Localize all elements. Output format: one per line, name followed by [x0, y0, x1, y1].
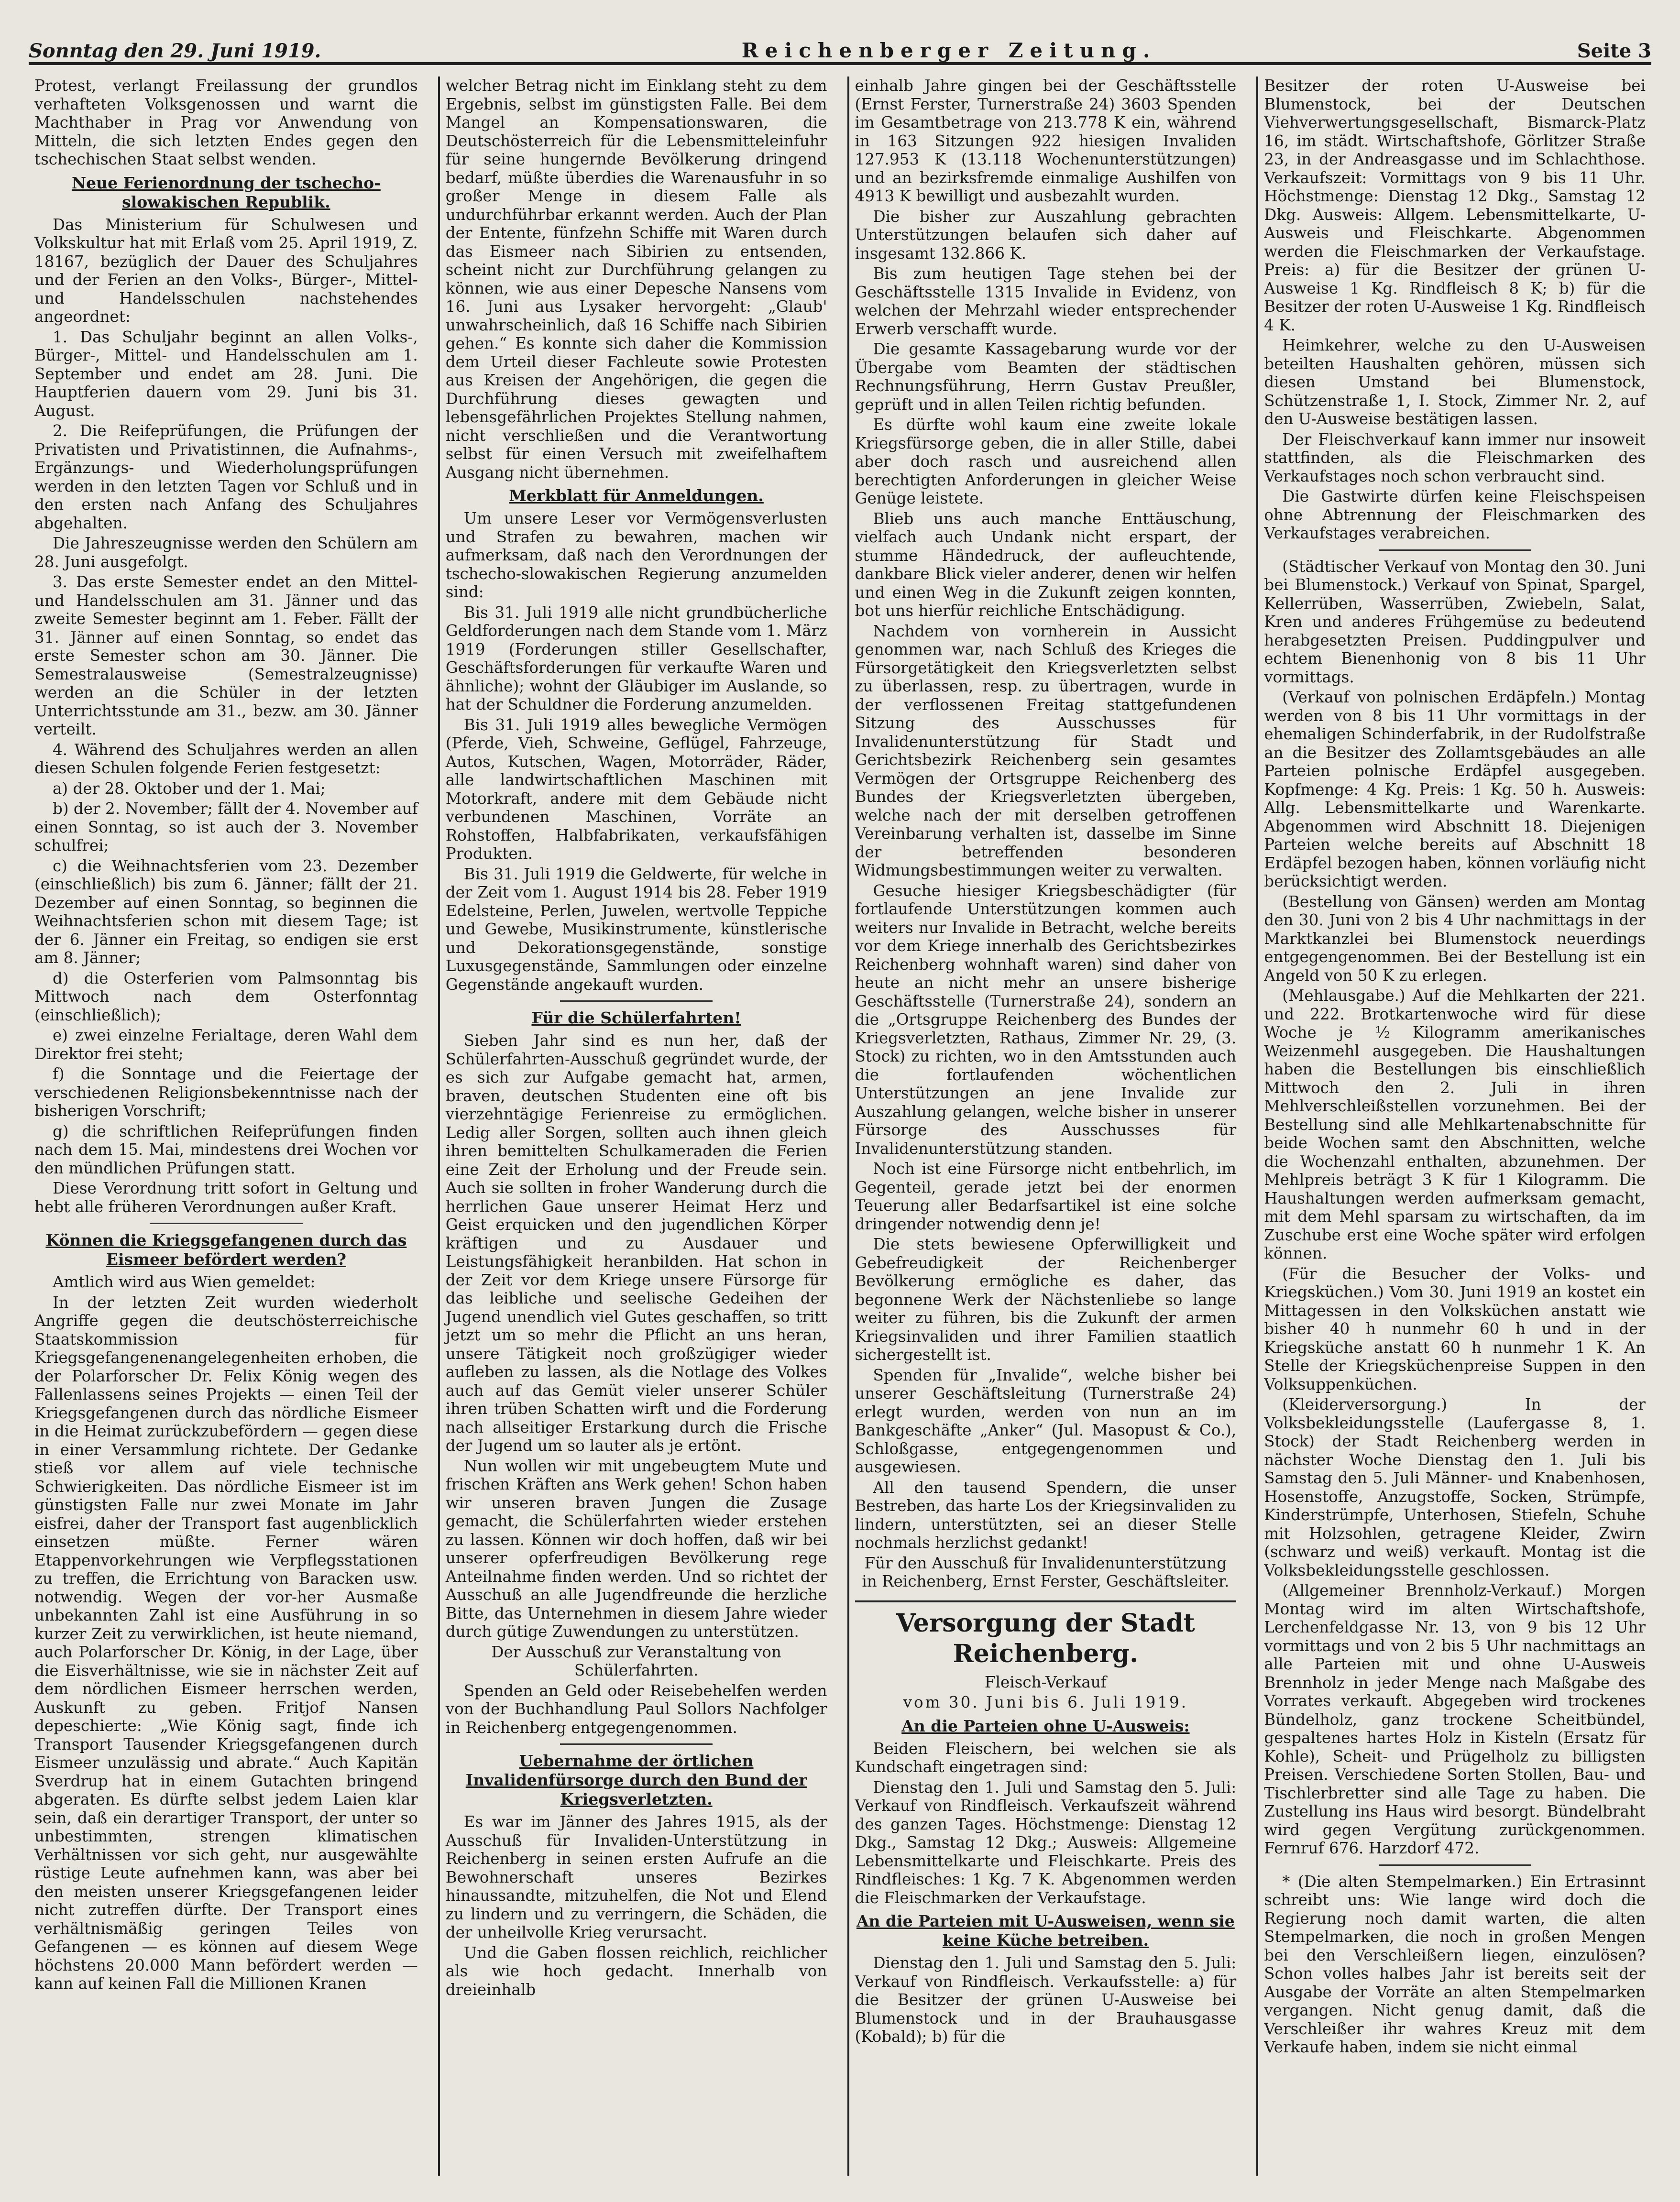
paragraph: (Kleiderversorgung.) In der Volksbekleidungsstelle (Laufergasse 8, 1. Stock) der Stadt Reichenberg werden in nächster Woche Dienstag den 1. Juli bis Samstag den 5. Juli Männer- und Knabenhosen, Hosenstoffe, Anzugstoffe, Socken, Strümpfe, Kinderstrümpfe, Unterhosen, Stiefeln, Schuhe mit Holzsohlen, getragene Kleider, Zwirn (schwarz und weiß) verkauft. Montag ist die Volksbekleidungsstelle geschlossen. — [1264, 1395, 1646, 1579]
newspaper-title: Reichenberger Zeitung. — [741, 39, 1157, 62]
subheading-mit-ausweis: An die Parteien mit U-Ausweisen, wenn sie keine Küche betreiben. — [856, 1912, 1235, 1950]
paragraph: Sieben Jahr sind es nun her, daß der Schülerfahrten-Ausschuß gegründet wurde, der es sich zur Aufgabe gemacht hat, armen, braven, deutschen Studenten eine oft bis vierzehntägige Ferienreise zu ermöglichen. Ledig aller Sorgen, sollten auch ihnen gleich ihren bemittelten Schulkameraden die Ferien eine Zeit der Erholung und der Freude sein. Auch sie sollten in froher Wanderung durch die herrlichen Gaue unserer Heimat Herz und Geist erquicken und den jugendlichen Körper kräftigen und zu Ausdauer und Leistungsfähigkeit heranbilden. Hat schon in der Zeit vor dem Kriege unsere Fürsorge für das leibliche und seelische Gedeihen der Jugend unendlich viel Gutes geschaffen, so tritt jetzt um so mehr die Pflicht an uns heran, unsere Tätigkeit noch großzügiger wieder aufleben zu lassen, als die Notlage des Volkes auch auf das Gemüt vieler unserer Schüler ihren trüben Schatten wirft und die Forderung nach allseitiger Erstarkung durch die Frische der Jugend um so lauter als je ertönt. — [445, 1031, 827, 1455]
article-columns — [29, 77, 1651, 2176]
divider — [560, 1000, 713, 1002]
paragraph: a) der 28. Oktober und der 1. Mai; — [53, 779, 326, 798]
paragraph: Gesuche hiesiger Kriegsbeschädigter (für fortlaufende Unterstützungen kommen auch weiters nur Invalide in Betracht, welche bereits vor dem Kriege innerhalb des Gerichtsbezirkes Reichenberg wohnhaft waren) sind daher von heute an nicht mehr an unsere bisherige Geschäftsstelle (Turnerstraße 24), sondern an die „Ortsgruppe Reichenberg des Bundes der Kriegsverletzten, Rathaus, Zimmer Nr. 29, (3. Stock) zu richten, wo in den Amtsstunden auch die fortlaufenden wöchentlichen Unterstützungen an jene Invalide zur Auszahlung gelangen, welche bisher in unserer Fürsorge des Ausschusses für Invalidenunterstützung standen. — [855, 881, 1237, 1158]
paragraph: Beiden Fleischern, bei welchen sie als Kundschaft eingetragen sind: — [855, 1739, 1237, 1776]
paragraph: (Für die Besucher der Volks- und Kriegsküchen.) Vom 30. Juni 1919 an kostet ein Mittagessen in den Volksküchen anstatt wie bisher 40 h nunmehr 60 h und in der Kriegsküche anstatt 60 h nunmehr 1 K. An Stelle der Kriegsküchenpreise Suppen in den Volksuppenküchen. — [1264, 1264, 1646, 1393]
column-3 — [847, 77, 1242, 2176]
issue-date: Sonntag den 29. Juni 1919. — [29, 40, 321, 62]
paragraph: All den tausend Spendern, die unser Bestreben, das harte Los der Kriegsinvaliden zu lindern, unterstützten, sei an dieser Stelle nochmals herzlichst gedankt! — [855, 1478, 1237, 1552]
paragraph: welcher Betrag nicht im Einklang steht zu dem Ergebnis, selbst im günstigsten Falle. Bei dem Mangel an Kompensationswaren, die Deutschösterreich für die Lebensmitteleinfuhr für seine hungernde Bevölkerung dringend bedarf, müßte überdies die Warenausfuhr in so großer Menge in diesem Falle als undurchführbar erkannt werden. Auch der Plan der Entente, fünfzehn Schiffe mit Waren durch das Eismeer nach Sibirien zu entsenden, scheint nicht zur Durchführung gelangen zu können, wie aus einer Depesche Nansens vom 16. Juni aus Lysaker hervorgeht: „Glaub' unwahrscheinlich, daß 16 Schiffe nach Sibirien gehen.“ Es konnte sich daher die Kommission dem Urteil dieser Fachleute sowie Protesten aus Kreisen der Angehörigen, die gegen die Durchführung dieses gewagten und lebensgefährlichen Projektes Stellung nahmen, nicht verschließen und die Verantwortung selbst für einen Versuch mit zweifelhaftem Ausgang nicht übernehmen. — [445, 77, 827, 482]
headline-schuelerfahrten: Für die Schülerfahrten! — [531, 1008, 741, 1027]
divider — [150, 1223, 303, 1224]
paragraph: Protest, verlangt Freilassung der grundlos verhafteten Volksgenossen und warnt die Machthaber in Prag vor Anwendung von Mitteln, die sich letzten Endes gegen den tschechischen Staat selbst wenden. — [34, 77, 418, 168]
paragraph: d) die Osterferien vom Palmsonntag bis Mittwoch nach dem Osterfonntag (einschließlich); — [34, 969, 418, 1024]
paragraph: Der Fleischverkauf kann immer nur insoweit stattfinden, als die Fleischmarken des Verkaufstages noch schon verbraucht sind. — [1264, 430, 1646, 485]
headline-merkblatt: Merkblatt für Anmeldungen. — [509, 486, 764, 505]
paragraph: In der letzten Zeit wurden wiederholt Angriffe gegen die deutschösterreichische Staatskommission für Kriegsgefangenenangelegenheiten erhoben, die der Polarforscher Dr. Felix König wegen des Fallenlassens seines Projekts — einen Teil der Kriegsgefangenen durch das nördliche Eismeer in die Heimat zurückzubefördern — gegen diese in einer Versammlung richtete. Der Gedanke stieß vor allem auf viele technische Schwierigkeiten. Das nördliche Eismeer ist im günstigsten Falle nur zwei Monate im Jahr eisfrei, daher der Transport fast augenblicklich einsetzen müßte. Ferner wären Etappenvorkehrungen wie Verpflegsstationen zu treffen, die Errichtung von Baracken usw. notwendig. Wegen der vor-her Ausmaße unbekannten Zahl ist eine Ausführung in so kurzer Zeit zu verwirklichen, ist heute niemand, auch Polarforscher Dr. König, in der Lage, über die Eisverhältnisse, wie sie in nächster Zeit auf dem nördlichen Eismeer herrschen werden, Auskunft zu geben. Fritjof Nansen depeschierte: „Wie König sagt, finde ich Transport Tausender Kriegsgefangenen durch Eismeer unzulässig und abrate.“ Auch Kapitän Sverdrup hat in einem Gutachten bringend abgeraten. Es dürfte selbst jedem Laien klar sein, daß ein derartiger Transport, der unter so unbestimmten, strengen klimatischen Verhältnissen vor sich geht, nur ausgewählte rüstige Leute aufnehmen kann, was aber bei den meisten unserer Kriegsgefangenen leider nicht zutreffen dürfte. Der Transport eines verhältnismäßig geringen Teiles von Gefangenen — es können auf diesem Wege höchstens 20.000 Mann befördert werden — kann auf keinen Fall die Millionen Kranen — [34, 1293, 418, 1993]
date-range: vom 30. Juni bis 6. Juli 1919. — [903, 1693, 1188, 1711]
paragraph: Besitzer der roten U-Ausweise bei Blumenstock, bei der Deutschen Viehverwertungsgesellschaft, Bismarck-Platz 16, im städt. Wirtschaftshofe, Görlitzer Straße 23, in der Andreasgasse und im Schlachthose. Verkaufszeit: Vormittags von 9 bis 11 Uhr. Höchstmenge: Dienstag 12 Dkg., Samstag 12 Dkg. Ausweis: Allgem. Lebensmittelkarte, U-Ausweis und Fleischkarte. Abgenommen werden die Fleischmarken der Verkaufstage. Preis: a) für die Besitzer der grünen U-Ausweise 1 Kg. Rindfleisch 8 K; b) für die Besitzer der roten U-Ausweise 1 Kg. Rindfleisch 4 K. — [1264, 77, 1646, 334]
paragraph: Das Ministerium für Schulwesen und Volkskultur hat mit Erlaß vom 25. April 1919, Z. 18167, bezüglich der Dauer des Schuljahres und der Ferien an den Volks-, Bürger-, Mittel- und Handelsschulen nachstehendes angeordnet: — [34, 215, 418, 326]
masthead — [29, 33, 1651, 65]
paragraph: (Städtischer Verkauf von Montag den 30. Juni bei Blumenstock.) Verkauf von Spinat, Spargel, Kellerrüben, Wasserrüben, Zwiebeln, Salat, Kren und anderes Frühgemüse zu bedeutend herabgesetzten Preisen. Puddingpulver und echtem Bienenhonig von 8 bis 11 Uhr vormittags. — [1264, 557, 1646, 686]
signature: Der Ausschuß zur Veranstaltung von Schülerfahrten. — [491, 1643, 781, 1679]
subheading-ohne-ausweis: An die Parteien ohne U-Ausweis: — [901, 1716, 1190, 1735]
paragraph: Spenden für „Invalide“, welche bisher bei unserer Geschäftsleitung (Turnerstraße 24) erlegt wurden, werden von nun an im Bankgeschäfte „Anker“ (Jul. Masopust & Co.), Schloßgasse, entgegengenommen und ausgewiesen. — [855, 1366, 1237, 1476]
paragraph: Bis 31. Juli 1919 alles bewegliche Vermögen (Pferde, Vieh, Schweine, Geflügel, Fahrzeuge, Autos, Kutschen, Wagen, Motorräder, Räder, alle landwirtschaftlichen Maschinen mit Motorkraft, andere mit dem Gebäude nicht verbundenen Maschinen, Vorräte an Rohstoffen, Halbfabrikaten, verkaufsfähigen Produkten. — [445, 715, 827, 863]
headline-ferienordnung: Neue Ferienordnung der tschecho-slowakischen Republik. — [71, 173, 381, 211]
paragraph: Die Jahreszeugnisse werden den Schülern am 28. Juni ausgefolgt. — [34, 534, 418, 571]
column-1 — [29, 77, 424, 2176]
paragraph: Nun wollen wir mit ungebeugtem Mute und frischen Kräften ans Werk gehen! Schon haben wir unseren braven Jungen die Zusage gemacht, die Schülerfahrten wieder erstehen zu lassen. Können wir doch hoffen, daß wir bei unserer opferfreudigen Bevölkerung rege Anteilnahme finden werden. Und so richtet der Ausschuß an alle Jugendfreunde die herzliche Bitte, das Unternehmen in diesem Jahre wieder durch gütige Zuwendungen zu unterstützen. — [445, 1457, 827, 1641]
paragraph: Bis 31. Juli 1919 alle nicht grundbücherliche Geldforderungen nach dem Stande vom 1. März 1919 (Forderungen stiller Gesellschafter, Geschäftsforderungen für verkaufte Waren und ähnliche); wohnt der Gläubiger im Auslande, so hat der Schuldner die Forderung anzumelden. — [445, 603, 827, 713]
column-4 — [1256, 77, 1651, 2176]
paragraph: (Bestellung von Gänsen) werden am Montag den 30. Juni von 2 bis 4 Uhr nachmittags in der Marktkanzlei bei Blumenstock neuerdings entgegengenommen. Bei der Bestellung ist ein Angeld von 50 K zu erlegen. — [1264, 892, 1646, 985]
paragraph: Um unsere Leser vor Vermögensverlusten und Strafen zu bewahren, machen wir aufmerksam, daß nach den Verordnungen der tschecho-slowakischen Regierung anzumelden sind: — [445, 509, 827, 601]
paragraph: Die bisher zur Auszahlung gebrachten Unterstützungen belaufen sich daher auf insgesamt 132.866 K. — [855, 207, 1237, 263]
paragraph: 1. Das Schuljahr beginnt an allen Volks-, Bürger-, Mittel- und Handelsschulen am 1. September und endet am 28. Juni. Die Hauptferien dauern vom 29. Juni bis 31. August. — [34, 328, 418, 420]
signature: Für den Ausschuß für Invalidenunterstützung in Reichenberg, Ernst Ferster, Geschäftsleiter. — [862, 1554, 1230, 1590]
page-number: Seite 3 — [1577, 40, 1651, 62]
paragraph: 4. Während des Schuljahres werden an allen diesen Schulen folgende Ferien festgesetzt: — [34, 740, 418, 777]
paragraph: (Allgemeiner Brennholz-Verkauf.) Morgen Montag wird im alten Wirtschaftshofe, Lerchenfeldgasse Nr. 13, von 9 bis 12 Uhr vormittags und von 2 bis 5 Uhr nachmittags an alle Parteien mit und ohne U-Ausweis Brennholz in jeder Menge nach Maßgabe des Vorrates verkauft. Abgegeben wird trockenes Bündelholz, ganz trockene Scheitbündel, gespaltenes hartes Holz in Kisteln (Ersatz für Kohle), Scheit- und Prügelholz zu billigsten Preisen. Verschiedene Sorten Stollen, Bau- und Tischlerbretter sind alle Tage zu haben. Die Zustellung ins Haus wird besorgt. Bündelbraht wird gegen Vergütung zurückgenommen. Fernruf 676. Harzdorf 472. — [1264, 1581, 1646, 1857]
paragraph: (Verkauf von polnischen Erdäpfeln.) Montag werden von 8 bis 11 Uhr vormittags in der ehemaligen Schinderfabrik, in der Rudolfstraße an die Besitzer des Zollamtsgebäudes an alle Parteien polnische Erdäpfel ausgegeben. Kopfmenge: 4 Kg. Preis: 1 Kg. 50 h. Ausweis: Allg. Lebensmittelkarte und Warenkarte. Abgenommen wird Abschnitt 18. Diejenigen Parteien welche bereits auf Abschnitt 18 Erdäpfel bezogen haben, können vorläufig nicht berücksichtigt werden. — [1264, 688, 1646, 890]
paragraph: 2. Die Reifeprüfungen, die Prüfungen der Privatisten und Privatistinnen, die Aufnahms-, Ergänzungs- und Wiederholungsprüfungen werden in den letzten Tagen vor Schluß und in den ersten nach Anfang des Schuljahres abgehalten. — [34, 422, 418, 532]
paragraph: * (Die alten Stempelmarken.) Ein Ertrasinnt schreibt uns: Wie lange wird doch die Regierung noch damit warten, die alten Stempelmarken, die noch in großen Mengen bei den Verschleißern liegen, einzulösen? Schon volles halbes Jahr ist bereits seit der Ausgabe der Vorräte an alten Stempelmarken vergangen. Nicht genug damit, daß die Verschleißer ihr wahres Kreuz mit dem Verkaufe haben, indem sie nicht einmal — [1264, 1872, 1646, 2056]
headline-versorgung: Versorgung der Stadt Reichenberg. — [855, 1600, 1237, 1669]
paragraph: Bis 31. Juli 1919 die Geldwerte, für welche in der Zeit vom 1. August 1914 bis 28. Feber 1919 Edelsteine, Perlen, Juwelen, wertvolle Teppiche und Gewebe, Musikinstrumente, künstlerische und Dekorationsgegenstände, sonstige Luxusgegenstände, Sammlungen oder einzelne Gegenstände angekauft wurden. — [445, 865, 827, 994]
paragraph: c) die Weihnachtsferien vom 23. Dezember (einschließlich) bis zum 6. Jänner; fällt der 21. Dezember auf einen Sonntag, so beginnen die Weihnachtsferien schon mit diesem Tage; ist der 6. Jänner ein Freitag, so endigen sie erst am 8. Jänner; — [34, 856, 418, 967]
paragraph: Die Gastwirte dürfen keine Fleischspeisen ohne Abtrennung der Fleischmarken des Verkaufstages verabreichen. — [1264, 487, 1646, 542]
paragraph: f) die Sonntage und die Feiertage der verschiedenen Religionsbekenntnisse nach der bisherigen Vorschrift; — [34, 1065, 418, 1120]
headline-invalidenfuersorge: Uebernahme der örtlichen Invalidenfürsorge durch den Bund der Kriegsverletzten. — [465, 1752, 807, 1808]
paragraph: e) zwei einzelne Ferialtage, deren Wahl dem Direktor frei steht; — [34, 1026, 418, 1063]
paragraph: Amtlich wird aus Wien gemeldet: — [53, 1273, 316, 1291]
paragraph: (Mehlausgabe.) Auf die Mehlkarten der 221. und 222. Brotkartenwoche wird für diese Woche je ½ Kilogramm amerikanisches Weizenmehl ausgegeben. Die Haushaltungen haben die Bestellungen bis einschließlich Mittwoch den 2. Juli in ihren Mehlverschleißstellen vorzunehmen. Bei der Bestellung sind alle Mehlkartenabschnitte für beide Wochen samt den Abschnitten, welche die Wochenzahl enthalten, abzunehmen. Der Mehlpreis beträgt 3 K für 1 Kilogramm. Die Haushaltungen werden aufmerksam gemacht, mit dem Mehl sparsam zu wirtschaften, da im Zuschube erst eine Woche später wird erfolgen können. — [1264, 986, 1646, 1262]
paragraph: Die stets bewiesene Opferwilligkeit und Gebefreudigkeit der Reichenberger Bevölkerung ermögliche es daher, das begonnene Werk der Nächstenliebe so lange weiter zu führen, bis die Zukunft der armen Kriegsinvaliden und ihrer Familien staatlich sichergestellt ist. — [855, 1235, 1237, 1364]
paragraph: einhalb Jahre gingen bei der Geschäftsstelle (Ernst Ferster, Turnerstraße 24) 3603 Spenden im Gesamtbetrage von 213.778 K ein, während in 163 Sitzungen 922 hiesigen Invaliden 127.953 K (13.118 Wochenunterstützungen) und an bezirksfremde einmalige Aushilfen von 4913 K bewilligt und ausbezahlt wurden. — [855, 77, 1237, 205]
paragraph: Spenden an Geld oder Reisebehelfen werden von der Buchhandlung Paul Sollors Nachfolger in Reichenberg entgegengenommen. — [445, 1681, 827, 1737]
paragraph: Nachdem von vornherein in Aussicht genommen war, nach Schluß des Krieges die Fürsorgetätigkeit den Kriegsverletzten selbst zu überlassen, resp. zu übertragen, wurde in der verflossenen Freitag stattgefundenen Sitzung des Ausschusses für Invalidenunterstützung für Stadt und Gerichtsbezirk Reichenberg sein gesamtes Vermögen der Ortsgruppe Reichenberg des Bundes der Kriegsverletzten übergeben, welche nach der mit derselben getroffenen Vereinbarung verhalten ist, dasselbe im Sinne der betreffenden besonderen Widmungsbestimmungen weiter zu verwalten. — [855, 622, 1237, 879]
paragraph: Dienstag den 1. Juli und Samstag den 5. Juli: Verkauf von Rindfleisch. Verkaufszeit während des ganzen Tages. Höchstmenge: Dienstag 12 Dkg., Samstag 12 Dkg.; Ausweis: Allgemeine Lebensmittelkarte und Fleischkarte. Preis des Rindfleisches: 1 Kg. 7 K. Abgenommen werden die Fleischmarken der Verkaufstage. — [855, 1778, 1237, 1907]
column-2 — [438, 77, 833, 2176]
paragraph: Heimkehrer, welche zu den U-Ausweisen beteilten Haushalten gehören, müssen sich diesen Umstand bei Blumenstock, Schützenstraße 1, I. Stock, Zimmer Nr. 2, auf den U-Ausweise bestätigen lassen. — [1264, 336, 1646, 428]
paragraph: Blieb uns auch manche Enttäuschung, vielfach auch Undank nicht erspart, der stumme Händedruck, der aufleuchtende, dankbare Blick vieler anderer, denen wir helfen und einen Weg in die Zukunft zeigen konnten, bot uns hierfür reichliche Entschädigung. — [855, 509, 1237, 620]
divider — [1379, 549, 1531, 551]
paragraph: Es war im Jänner des Jahres 1915, als der Ausschuß für Invaliden-Unterstützung in Reichenberg in seinen ersten Aufrufe an die Bewohnerschaft unseres Bezirkes hinaussandte, mitzuhelfen, die Not und Elend zu lindern und zu verringern, die Schäden, die der unheilvolle Krieg verursacht. — [445, 1813, 827, 1941]
paragraph: Und die Gaben flossen reichlich, reichlicher als wie hoch gedacht. Innerhalb von dreieinhalb — [445, 1943, 827, 1999]
divider — [1379, 1864, 1531, 1866]
paragraph: Diese Verordnung tritt sofort in Geltung und hebt alle früheren Verordnungen außer Kraft. — [34, 1179, 418, 1216]
paragraph: Die gesamte Kassagebarung wurde vor der Übergabe vom Beamten der städtischen Rechnungsführung, Herrn Gustav Preußler, geprüft und in allen Teilen richtig befunden. — [855, 340, 1237, 414]
divider — [560, 1743, 713, 1745]
subheading-fleisch: Fleisch-Verkauf — [984, 1673, 1107, 1691]
paragraph: Dienstag den 1. Juli und Samstag den 5. Juli: Verkauf von Rindfleisch. Verkaufsstelle: a) für die Besitzer der grünen U-Ausweise bei Blumenstock und in der Brauhausgasse (Kobald); b) für die — [855, 1954, 1237, 2046]
paragraph: b) der 2. November; fällt der 4. November auf einen Sonntag, so ist auch der 3. November schulfrei; — [34, 800, 418, 855]
paragraph: 3. Das erste Semester endet an den Mittel- und Handelsschulen am 31. Jänner und das zweite Semester beginnt am 1. Feber. Fällt der 31. Jänner auf einen Sonntag, so endet das erste Semester schon am 30. Jänner. Die Semestralausweise (Semestralzeugnisse) werden an die Schüler in der letzten Unterrichtsstunde am 31., bezw. am 30. Jänner verteilt. — [34, 573, 418, 738]
paragraph: Bis zum heutigen Tage stehen bei der Geschäftsstelle 1315 Invalide in Evidenz, von welchen der Mehrzahl wieder entsprechender Erwerb verschafft wurde. — [855, 264, 1237, 338]
headline-kriegsgefangene: Können die Kriegsgefangenen durch das Eismeer befördert werden? — [45, 1231, 407, 1269]
paragraph: g) die schriftlichen Reifeprüfungen finden nach dem 15. Mai, mindestens drei Wochen vor den mündlichen Prüfungen statt. — [34, 1122, 418, 1177]
paragraph: Es dürfte wohl kaum eine zweite lokale Kriegsfürsorge geben, die in aller Stille, dabei aber doch rasch und ausreichend allen berechtigten Anforderungen in gleicher Weise Genüge leistete. — [855, 416, 1237, 507]
paragraph: Noch ist eine Fürsorge nicht entbehrlich, im Gegenteil, gerade jetzt bei der enormen Teuerung aller Bedarfsartikel ist eine solche dringender notwendig denn je! — [855, 1160, 1237, 1233]
